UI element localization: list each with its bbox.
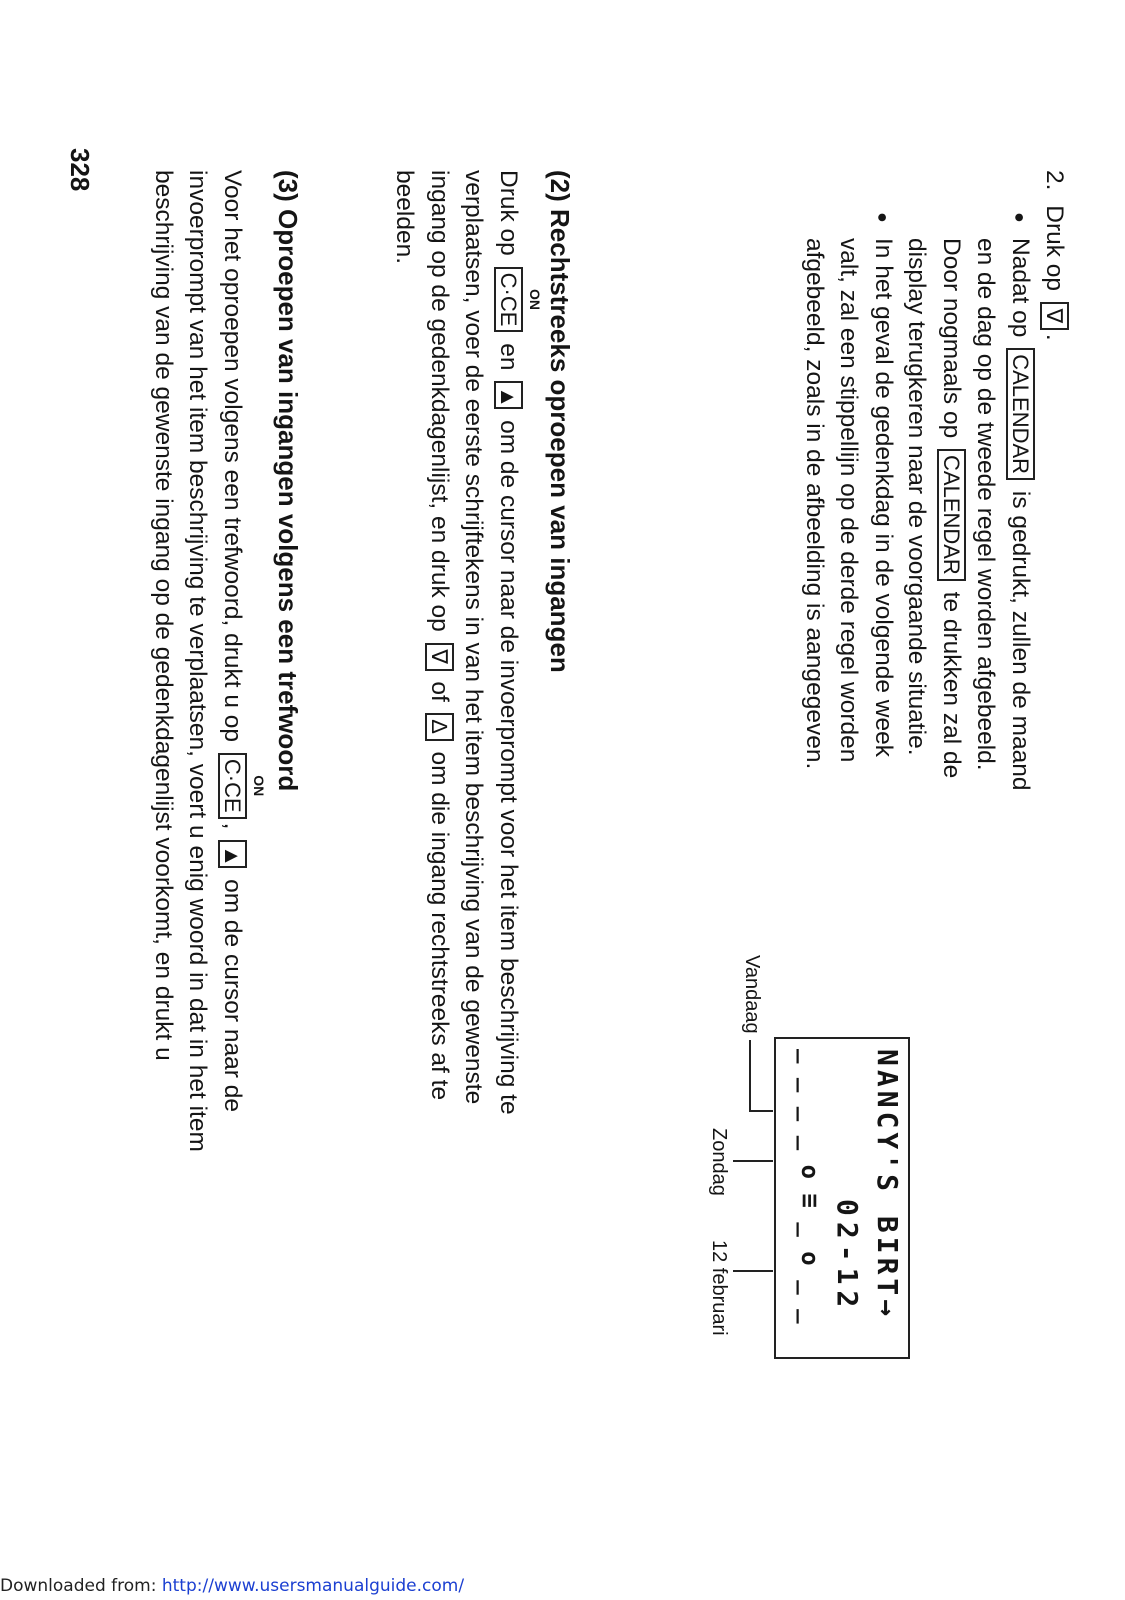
arrow-sunday	[733, 1160, 773, 1162]
calendar-key: CALENDAR	[937, 449, 966, 581]
section-2-line-1: Druk op ON C·CE en ▲ om de cursor naar de invoerprompt voor het item beschrijving te	[495, 170, 543, 1115]
footer-prefix: Downloaded from:	[0, 1576, 157, 1596]
step-period: .	[1041, 333, 1068, 341]
bullet-2-line-2: valt, zal een stippellijn op de derde regel worden	[835, 238, 863, 763]
section-3-heading: (3) Oproepen van ingangen volgens een trefwoord	[273, 170, 303, 792]
up-key: ▲	[218, 840, 247, 868]
label-date: 12 februari	[708, 1240, 730, 1336]
section-3-line-1: Voor het oproepen volgens een trefwoord, drukt u op ON C·CE, ▲ om de cursor naar de	[219, 170, 267, 1112]
step-2-line	[1037, 170, 1072, 341]
arrow-date	[733, 1270, 773, 1272]
lcd-line-3: _ _ _ _ o ≡ _ o _ _	[796, 1049, 824, 1324]
arrow-today-leader	[749, 1040, 751, 1112]
lcd-line-1: NANCY'S BIRT→	[871, 1049, 904, 1321]
section-3-line-3: beschrijving van de gewenste ingang op de gedenkdagenlijst voorkomt, en drukt u	[150, 170, 177, 1061]
calendar-key: CALENDAR	[1006, 348, 1035, 480]
section-2-heading: (2) Rechtstreeks oproepen van ingangen	[545, 170, 575, 673]
label-sunday: Zondag	[708, 1128, 730, 1196]
bullet-1-line-1: Nadat op CALENDAR is gedrukt, zullen de maand	[1007, 238, 1034, 791]
step-number: 2.	[1041, 170, 1068, 191]
section-2-line-2: verplaatsen, voer de eerste schrijftekens in van het item beschrijving van de gewenste	[460, 170, 488, 1105]
bullet-1-line-4: display terugkeren naar de voorgaande situatie.	[903, 238, 931, 756]
download-footer	[0, 1576, 464, 1596]
arrow-today	[751, 1110, 773, 1112]
bullet-2-line-1: In het geval de gedenkdag in de volgende week	[870, 238, 897, 757]
c-ce-key: ON C·CE	[218, 753, 247, 819]
footer-link[interactable]: http://www.usersmanualguide.com/	[161, 1576, 465, 1596]
page-number: 328	[65, 148, 95, 192]
section-2-line-3: ingang op de gedenkdagenlijst, en druk op ∇ of ∆ om die ingang rechtstreeks af te	[426, 170, 453, 1101]
bullet-1-line-2: en de dag op de tweede regel worden afgebeeld.	[972, 238, 1000, 771]
bullet-2	[797, 212, 901, 770]
section-2-body	[387, 170, 543, 1115]
c-ce-key: ON C·CE	[494, 267, 523, 333]
lcd-display	[774, 1037, 910, 1359]
bullet-dot: ●	[1010, 212, 1030, 223]
down-key: ∇	[1040, 302, 1069, 330]
up-key: ▲	[494, 381, 523, 409]
label-today: Vandaag	[741, 955, 763, 1034]
section-2-line-4: beelden.	[391, 170, 419, 265]
up-triangle-key: ∆	[425, 713, 454, 741]
section-3-line-2: invoerprompt van het item beschrijving te verplaatsen, voert u enig woord in dat in het item	[184, 170, 212, 1152]
bullet-1-line-3: Door nogmaals op CALENDAR te drukken zal de	[938, 238, 965, 779]
down-key: ∇	[425, 643, 454, 671]
section-3-body	[146, 170, 267, 1152]
lcd-line-2: 02-12	[831, 1199, 864, 1314]
bullet-dot: ●	[873, 212, 893, 223]
bullet-1	[899, 212, 1037, 791]
step-text: Druk op	[1041, 205, 1068, 292]
bullet-2-line-3: afgebeeld, zoals in de afbeelding is aangegeven.	[801, 238, 828, 770]
